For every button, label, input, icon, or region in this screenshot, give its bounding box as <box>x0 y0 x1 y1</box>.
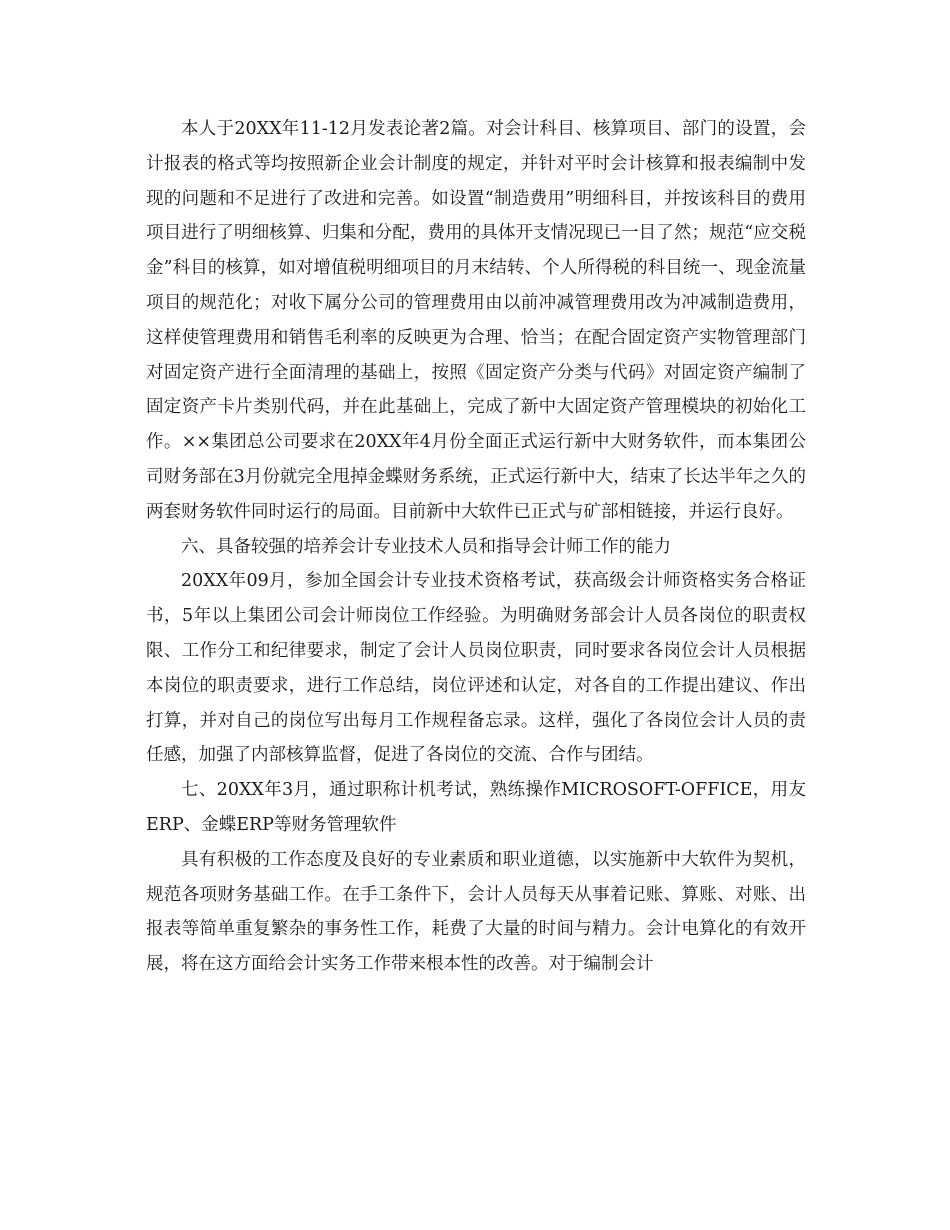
section-heading-six: 六、具备较强的培养会计专业技术人员和指导会计师工作的能力 <box>181 536 671 557</box>
document-page <box>146 112 806 982</box>
paragraph-qualification-training: 20XX年09月，参加全国会计专业技术资格考试，获高级会计师资格实务合格证书，5年以上集团公司会计师岗位工作经验。为明确财务部会计人员各岗位的职责权限、工作分工和纪律要求，制定了会计人员岗位职责，同时要求各岗位会计人员根据本岗位的职责要求，进行工作总结，岗位评述和认定，对各自的工作提出建议、作出打算，并对自己的岗位写出每月工作规程备忘录。这样，强化了各岗位会计人员的责任感，加强了内部核算监督，促进了各岗位的交流、合作与团结。 <box>146 571 806 766</box>
paragraph-work-attitude: 具有积极的工作态度及良好的专业素质和职业道德，以实施新中大软件为契机，规范各项财务基础工作。在手工条件下，会计人员每天从事着记账、算账、对账、出报表等简单重复繁杂的事务性工作，耗费了大量的时间与精力。会计电算化的有效开展，将在这方面给会计实务工作带来根本性的改善。对于编制会计 <box>146 849 806 975</box>
paragraph-publications-accounting-setup: 本人于20XX年11-12月发表论著2篇。对会计科目、核算项目、部门的设置，会计报表的格式等均按照新企业会计制度的规定，并针对平时会计核算和报表编制中发现的问题和不足进行了改进和完善。如设置“制造费用”明细科目，并按该科目的费用项目进行了明细核算、归集和分配，费用的具体开支情况现已一目了然；规范“应交税金”科目的核算，如对增值税明细项目的月末结转、个人所得税的科目统一、现金流量项目的规范化；对收下属分公司的管理费用由以前冲减管理费用改为冲减制造费用，这样使管理费用和销售毛利率的反映更为合理、恰当；在配合固定资产实物管理部门对固定资产进行全面清理的基础上，按照《固定资产分类与代码》对固定资产编制了固定资产卡片类别代码，并在此基础上，完成了新中大固定资产管理模块的初始化工作。××集团总公司要求在20XX年4月份全面正式运行新中大财务软件，而本集团公司财务部在3月份就完全甩掉金蝶财务系统，正式运行新中大，结束了长达半年之久的两套财务软件同时运行的局面。目前新中大软件已正式与矿部相链接，并运行良好。 <box>146 119 806 522</box>
section-heading-seven: 七、20XX年3月，通过职称计机考试，熟练操作MICROSOFT-OFFICE，用友ERP、金蝶ERP等财务管理软件 <box>146 780 806 835</box>
